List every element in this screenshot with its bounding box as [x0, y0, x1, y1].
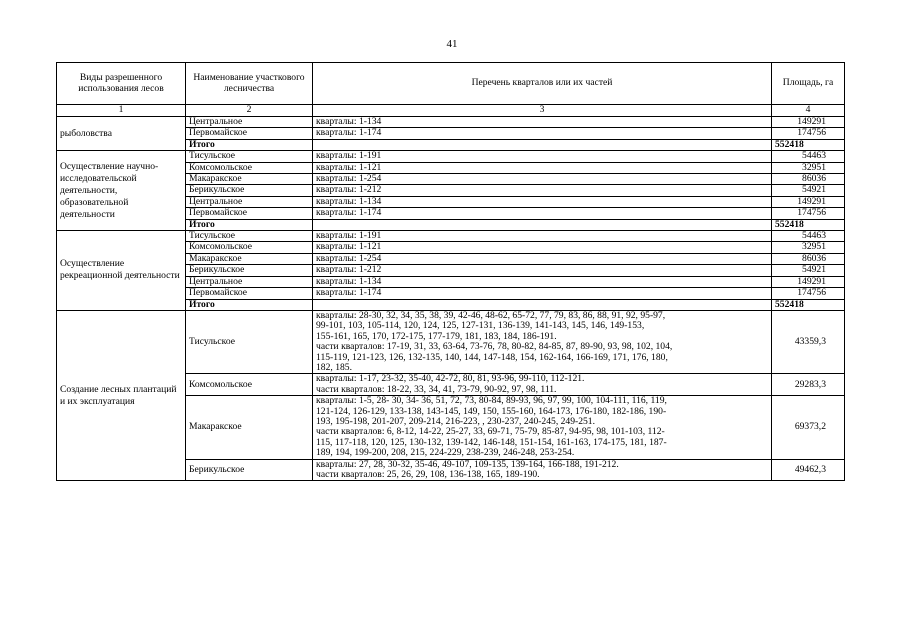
total-empty-cell: [313, 139, 772, 150]
forestry-cell: Макаракское: [186, 253, 313, 264]
quarters-cell: [313, 374, 772, 396]
table-row: [57, 151, 845, 162]
quarters-cell: кварталы: 1-174: [313, 288, 772, 299]
quarters-cell: кварталы: 1-134: [313, 196, 772, 207]
total-empty-cell: [313, 219, 772, 230]
area-cell: 54921: [772, 185, 845, 196]
area-cell: 149291: [772, 196, 845, 207]
area-cell: 54463: [772, 231, 845, 242]
forestry-cell: Первомайское: [186, 288, 313, 299]
header-row: [57, 63, 845, 105]
column-number: 4: [772, 105, 845, 117]
quarters-line: части кварталов: 18-22, 33, 34, 41, 73-79, 90-92, 97, 98, 111.: [316, 383, 557, 395]
forestry-cell: Центральное: [186, 276, 313, 287]
quarters-line: кварталы: 1-17, 23-32, 35-40, 42-72, 80, 81, 93-96, 99-110, 112-121.: [316, 373, 585, 385]
use-type-cell: Осуществление научно-исследовательской деятельности, образовательной деятельности: [57, 151, 186, 231]
header-forestry-name: Наименование участкового лесничества: [186, 63, 313, 105]
header-use-type: Виды разрешенного использования лесов: [57, 63, 186, 105]
quarters-line: кварталы: 28-30, 32, 34, 35, 38, 39, 42-46, 48-62, 65-72, 77, 79, 83, 86, 88, 91, 92, 95-97,: [316, 309, 666, 321]
forestry-cell: Берикульское: [186, 459, 313, 481]
quarters-line: части кварталов: 6, 8-12, 14-22, 25-27, 33, 69-71, 75-79, 85-87, 94-95, 98, 101-103, 112-: [316, 426, 665, 438]
forestry-cell: Центральное: [186, 196, 313, 207]
quarters-line: кварталы: 1-5, 28- 30, 34- 36, 51, 72, 73, 80-84, 89-93, 96, 97, 99, 100, 104-111, 116, 119,: [316, 395, 667, 407]
use-type-cell: Создание лесных плантаций и их эксплуатация: [57, 310, 186, 481]
quarters-cell: кварталы: 1-191: [313, 151, 772, 162]
use-type-cell: рыболовства: [57, 117, 186, 151]
header-quarters-list: Перечень кварталов или их частей: [313, 63, 772, 105]
table-row: [57, 117, 845, 128]
area-cell: 174756: [772, 128, 845, 139]
forestry-cell: Первомайское: [186, 208, 313, 219]
quarters-line: части кварталов: 25, 26, 29, 108, 136-138, 165, 189-190.: [316, 469, 540, 480]
forestry-cell: Макаракское: [186, 396, 313, 459]
area-cell: 69373,2: [772, 396, 845, 459]
quarters-line: части кварталов: 17-19, 31, 33, 63-64, 73-76, 78, 80-82, 84-85, 87, 89-90, 93, 98, 102, 104,: [316, 341, 673, 353]
column-number: 1: [57, 105, 186, 117]
quarters-cell: кварталы: 1-134: [313, 117, 772, 128]
forestry-cell: Берикульское: [186, 265, 313, 276]
quarters-cell: кварталы: 1-191: [313, 231, 772, 242]
quarters-line: 155-161, 165, 170, 172-175, 177-179, 181, 183, 184, 186-191.: [316, 330, 557, 342]
forestry-cell: Первомайское: [186, 128, 313, 139]
quarters-cell: [313, 459, 772, 481]
area-cell: 29283,3: [772, 374, 845, 396]
area-cell: 32951: [772, 242, 845, 253]
total-label: Итого: [186, 219, 313, 230]
area-cell: 86036: [772, 253, 845, 264]
area-cell: 174756: [772, 288, 845, 299]
quarters-cell: кварталы: 1-212: [313, 265, 772, 276]
forestry-cell: Тисульское: [186, 151, 313, 162]
quarters-cell: [313, 396, 772, 459]
quarters-cell: кварталы: 1-121: [313, 162, 772, 173]
forestry-cell: Комсомольское: [186, 374, 313, 396]
total-label: Итого: [186, 139, 313, 150]
land-use-table: [56, 62, 845, 481]
quarters-cell: кварталы: 1-121: [313, 242, 772, 253]
column-number: 3: [313, 105, 772, 117]
quarters-line: 115-119, 121-123, 126, 132-135, 140, 144, 147-148, 154, 162-164, 166-169, 171, 176, 180,: [316, 351, 668, 363]
area-cell: 43359,3: [772, 310, 845, 373]
page-number: 41: [446, 38, 458, 50]
quarters-line: 193, 195-198, 201-207, 209-214, 216-223, , 230-237, 240-245, 249-251.: [316, 415, 595, 427]
header-area: Площадь, га: [772, 63, 845, 105]
table-row: [57, 231, 845, 242]
column-number-row: [57, 105, 845, 117]
forestry-cell: Комсомольское: [186, 162, 313, 173]
quarters-line: 121-124, 126-129, 133-138, 143-145, 149, 150, 155-160, 164-173, 176-180, 182-186, 190-: [316, 405, 667, 417]
forestry-cell: Макаракское: [186, 174, 313, 185]
quarters-cell: кварталы: 1-174: [313, 128, 772, 139]
total-area: 552418: [772, 219, 845, 230]
forestry-cell: Комсомольское: [186, 242, 313, 253]
area-cell: 54463: [772, 151, 845, 162]
area-cell: 32951: [772, 162, 845, 173]
quarters-cell: кварталы: 1-134: [313, 276, 772, 287]
column-number: 2: [186, 105, 313, 117]
area-cell: 86036: [772, 174, 845, 185]
area-cell: 49462,3: [772, 459, 845, 481]
quarters-line: 115, 117-118, 120, 125, 130-132, 139-142, 146-148, 151-154, 161-163, 174-175, 181, 187-: [316, 436, 667, 448]
quarters-cell: кварталы: 1-212: [313, 185, 772, 196]
total-area: 552418: [772, 299, 845, 310]
quarters-cell: кварталы: 1-174: [313, 208, 772, 219]
forestry-cell: Берикульское: [186, 185, 313, 196]
total-label: Итого: [186, 299, 313, 310]
quarters-line: 99-101, 103, 105-114, 120, 124, 125, 127-131, 136-139, 141-143, 145, 146, 149-153,: [316, 320, 645, 332]
table-row: [57, 310, 845, 373]
quarters-line: 189, 194, 199-200, 208, 215, 224-229, 238-239, 246-248, 253-254.: [316, 447, 575, 459]
quarters-line: кварталы: 27, 28, 30-32, 35-46, 49-107, 109-135, 139-164, 166-188, 191-212.: [316, 458, 619, 470]
area-cell: 149291: [772, 117, 845, 128]
quarters-line: 182, 185.: [316, 361, 352, 373]
total-area: 552418: [772, 139, 845, 150]
quarters-cell: кварталы: 1-254: [313, 253, 772, 264]
quarters-cell: [313, 310, 772, 373]
area-cell: 174756: [772, 208, 845, 219]
use-type-cell: Осуществление рекреационной деятельности: [57, 231, 186, 311]
area-cell: 54921: [772, 265, 845, 276]
total-empty-cell: [313, 299, 772, 310]
area-cell: 149291: [772, 276, 845, 287]
forestry-cell: Тисульское: [186, 310, 313, 373]
quarters-cell: кварталы: 1-254: [313, 174, 772, 185]
forestry-cell: Центральное: [186, 117, 313, 128]
forestry-cell: Тисульское: [186, 231, 313, 242]
